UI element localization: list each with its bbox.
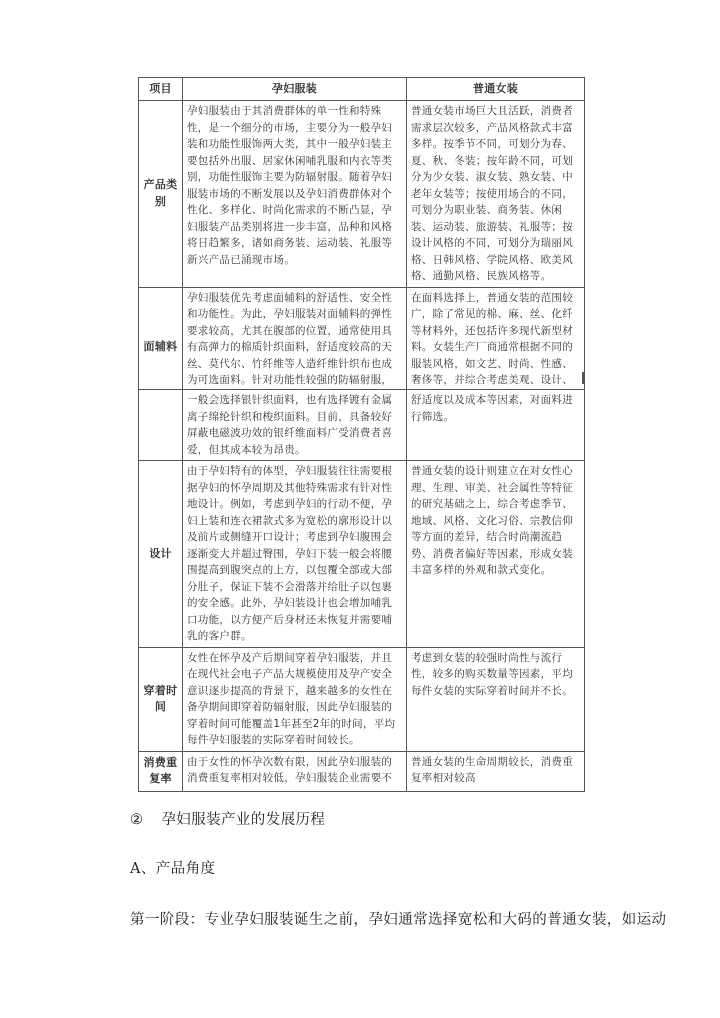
comparison-table-bottom xyxy=(138,389,585,792)
maternity-cell: 孕妇服装由于其消费群体的单一性和特殊性，是一个细分的市场，主要分为一般孕妇装和功能性服饰两大类，其中一般孕妇装主要包括外出服、居家休闲哺乳服和内衣等类别，功能性服饰主要为防辐射服。随着孕妇服装市场的不断发展以及孕妇消费群体对个性化、多样化、时尚化需求的不断凸显，孕妇服装产品类别将进一步丰富，品种和风格将日趋繁多，诸如商务装、运动装、礼服等新兴产品已涌现市场。 xyxy=(183,101,407,288)
row-label: 面辅料 xyxy=(139,287,183,407)
section-heading xyxy=(130,808,325,829)
table-edge-mark xyxy=(582,372,584,384)
table-strip-top xyxy=(130,70,600,384)
row-label: 设计 xyxy=(139,461,183,648)
section-title: 孕妇服装产业的发展历程 xyxy=(161,812,326,828)
row-label: 穿着时间 xyxy=(139,647,183,751)
table-header-row xyxy=(139,78,585,101)
maternity-cell: 女性在怀孕及产后期间穿着孕妇服装，并且在现代社会电子产品大规模使用及孕产安全意识逐步提高的背景下，越来越多的女性在备孕期间即穿着防辐射服，因此孕妇服装的穿着时间可能覆盖1年甚至2年的时间，平均每件孕妇服装的实际穿着时间较长。 xyxy=(183,647,407,751)
regular-cell: 普通女装的设计则建立在对女性心理、生理、审美、社会属性等特征的研究基础之上，综合考虑季节、地域、风格、文化习俗、宗教信仰等方面的差异，结合时尚潮流趋势、消费者偏好等因素，形成女装丰富多样的外观和款式变化。 xyxy=(407,461,585,648)
row-label xyxy=(139,390,183,461)
maternity-cell: 由于女性的怀孕次数有限，因此孕妇服装的消费重复率相对较低，孕妇服装企业需要不 xyxy=(183,751,407,791)
row-label: 产品类别 xyxy=(139,101,183,288)
table-row xyxy=(139,101,585,288)
header-maternity: 孕妇服装 xyxy=(183,78,407,101)
header-regular: 普通女装 xyxy=(407,78,585,101)
table-row xyxy=(139,647,585,751)
subheading: A、产品角度 xyxy=(130,861,216,877)
comparison-table-top xyxy=(138,77,585,408)
maternity-cell: 由于孕妇特有的体型，孕妇服装往往需要根据孕妇的怀孕周期及其他特殊需求有针对性地设计。例如，考虑到孕妇的行动不便，孕妇上装和连衣裙款式多为宽松的廓形设计以及前片或侧缝开口设计；考虑到孕妇腹围会逐渐变大并超过臀围，孕妇下装一般会将腰围提高到腹突点的上方，以包覆全部或大部分肚子，保证下装不会滑落并给肚子以包裹的安全感。此外，孕妇装设计也会增加哺乳口功能，以方便产后身材还未恢复并需要哺乳的客户群。 xyxy=(183,461,407,648)
regular-cell: 普通女装的生命周期较长，消费重复率相对较高 xyxy=(407,751,585,791)
table-row xyxy=(139,390,585,461)
regular-cell: 舒适度以及成本等因素，对面料进行筛选。 xyxy=(407,390,585,461)
table-strip-bottom xyxy=(130,384,600,785)
maternity-cell: 一般会选择银针织面料，也有选择镀有金属离子绵纶针织和梭织面料。目前，具备较好屏蔽电磁波功效的银纤维面料广受消费者喜爱，但其成本较为昂贵。 xyxy=(183,390,407,461)
maternity-cell: 孕妇服装优先考虑面辅料的舒适性、安全性和功能性。为此，孕妇服装对面辅料的弹性要求较高，尤其在腹部的位置，通常使用具有高弹力的棉质针织面料，舒适度较高的天丝、莫代尔、竹纤维等人造纤维针织布也成为可选面料。针对功能性较强的防辐射服， xyxy=(183,287,407,407)
regular-cell: 在面料选择上，普通女装的范围较广，除了常见的棉、麻、丝、化纤等材料外，还包括许多现代新型材料。女装生产厂商通常根据不同的服装风格，如文艺、时尚、性感、奢侈等，并综合考虑美观、设计、 xyxy=(407,287,585,407)
table-row xyxy=(139,461,585,648)
table-row xyxy=(139,751,585,791)
row-label: 消费重复率 xyxy=(139,751,183,791)
header-item: 项目 xyxy=(139,78,183,101)
regular-cell: 普通女装市场巨大且活跃，消费者需求层次较多，产品风格款式丰富多样。按季节不同，可划分为春、夏、秋、冬装；按年龄不同，可划分为少女装、淑女装、熟女装、中老年女装等；按使用场合的不同，可划分为职业装、商务装、休闲装、运动装、旅游装、礼服等；按设计风格的不同，可划分为瑞丽风格、日韩风格、学院风格、欧美风格、通勤风格、民族风格等。 xyxy=(407,101,585,288)
body-paragraph: 第一阶段：专业孕妇服装诞生之前，孕妇通常选择宽松和大码的普通女装，如运动 xyxy=(130,912,667,928)
regular-cell: 考虑到女装的较强时尚性与流行性，较多的购买数量等因素，平均每件女装的实际穿着时间并不长。 xyxy=(407,647,585,751)
section-number: ② xyxy=(130,812,144,828)
